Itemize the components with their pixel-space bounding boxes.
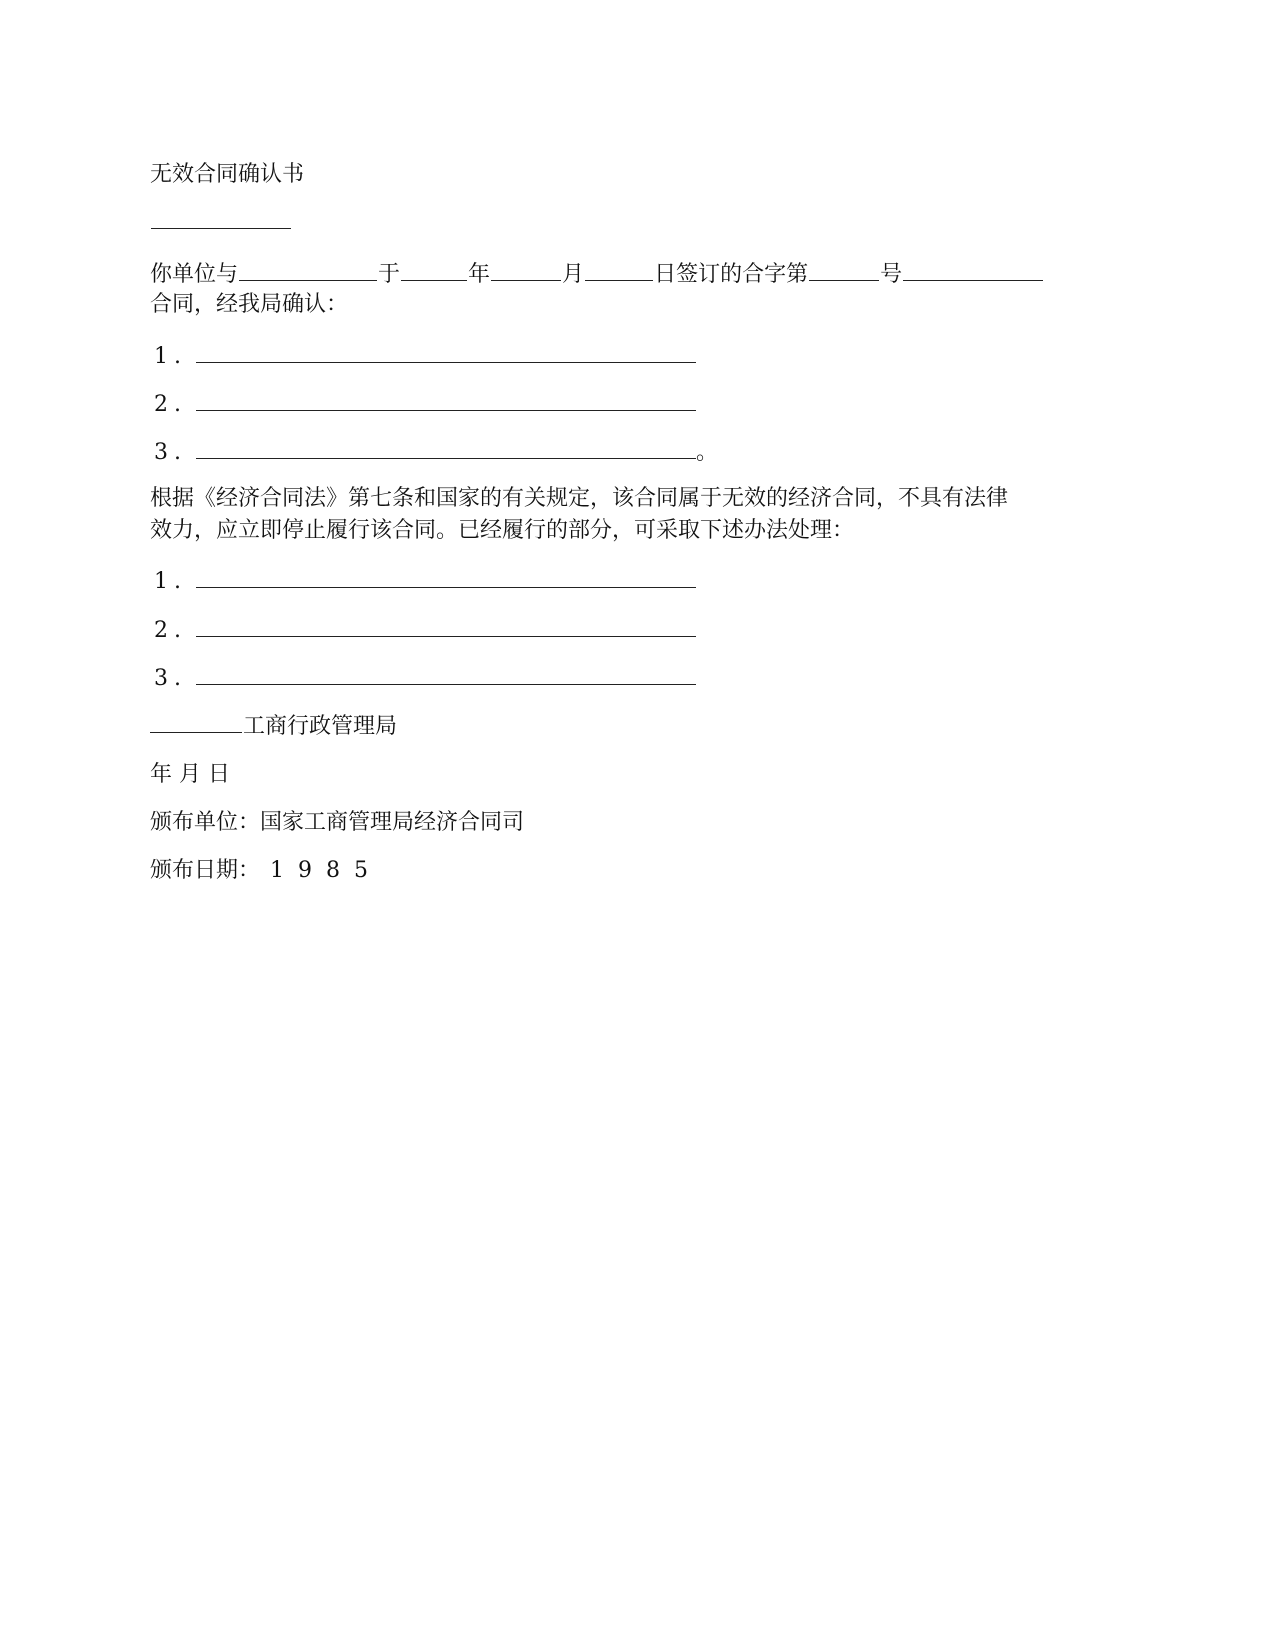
intro-prefix: 你单位与: [150, 262, 239, 287]
intro-yu: 于: [378, 262, 401, 287]
year-blank[interactable]: [401, 258, 467, 281]
party-blank[interactable]: [239, 258, 377, 281]
remedy-number: 2.: [154, 618, 187, 643]
finding-blank[interactable]: [196, 388, 696, 411]
contract-name-blank[interactable]: [903, 258, 1043, 281]
date-placeholder: 年 月 日: [150, 762, 230, 787]
issue-date-line: [150, 856, 382, 886]
document-title: 无效合同确认书: [150, 162, 305, 187]
contract-no-blank[interactable]: [809, 258, 879, 281]
basis-line-1: 根据《经济合同法》第七条和国家的有关规定，该合同属于无效的经济合同，不具有法律: [150, 486, 1009, 511]
finding-end-mark: 。: [696, 440, 719, 465]
finding-number: 1.: [154, 344, 187, 369]
remedy-blank[interactable]: [196, 565, 696, 588]
issuer-line: 颁布单位：国家工商管理局经济合同司: [150, 810, 525, 835]
intro-line-2: 合同，经我局确认：: [150, 292, 349, 317]
remedy-blank[interactable]: [196, 614, 696, 637]
issue-date-value: 1985: [270, 858, 383, 883]
intro-yue: 月: [562, 262, 585, 287]
signature-line: [150, 710, 397, 740]
remedy-blank[interactable]: [196, 662, 696, 685]
issue-date-label: 颁布日期：: [150, 858, 261, 883]
finding-blank[interactable]: [196, 340, 696, 363]
intro-line-1: [150, 258, 1044, 288]
remedy-item: [150, 662, 696, 692]
remedy-number: 1.: [154, 569, 187, 594]
finding-number: 2.: [154, 392, 187, 417]
basis-line-2: 效力，应立即停止履行该合同。已经履行的部分，可采取下述办法处理：: [150, 518, 855, 543]
intro-ri-signed: 日签订的合字第: [654, 262, 809, 287]
remedy-item: [150, 614, 696, 644]
remedy-number: 3.: [154, 666, 187, 691]
finding-blank[interactable]: [196, 436, 696, 459]
title-blank-line: [150, 206, 292, 236]
blank-field[interactable]: [151, 206, 291, 229]
finding-item: [150, 436, 718, 466]
remedy-item: [150, 565, 696, 595]
bureau-name-blank[interactable]: [150, 710, 242, 733]
finding-number: 3.: [154, 440, 187, 465]
intro-hao: 号: [880, 262, 903, 287]
month-blank[interactable]: [491, 258, 561, 281]
finding-item: [150, 388, 696, 418]
bureau-suffix: 工商行政管理局: [243, 714, 398, 739]
day-blank[interactable]: [585, 258, 653, 281]
finding-item: [150, 340, 696, 370]
intro-nian: 年: [468, 262, 491, 287]
